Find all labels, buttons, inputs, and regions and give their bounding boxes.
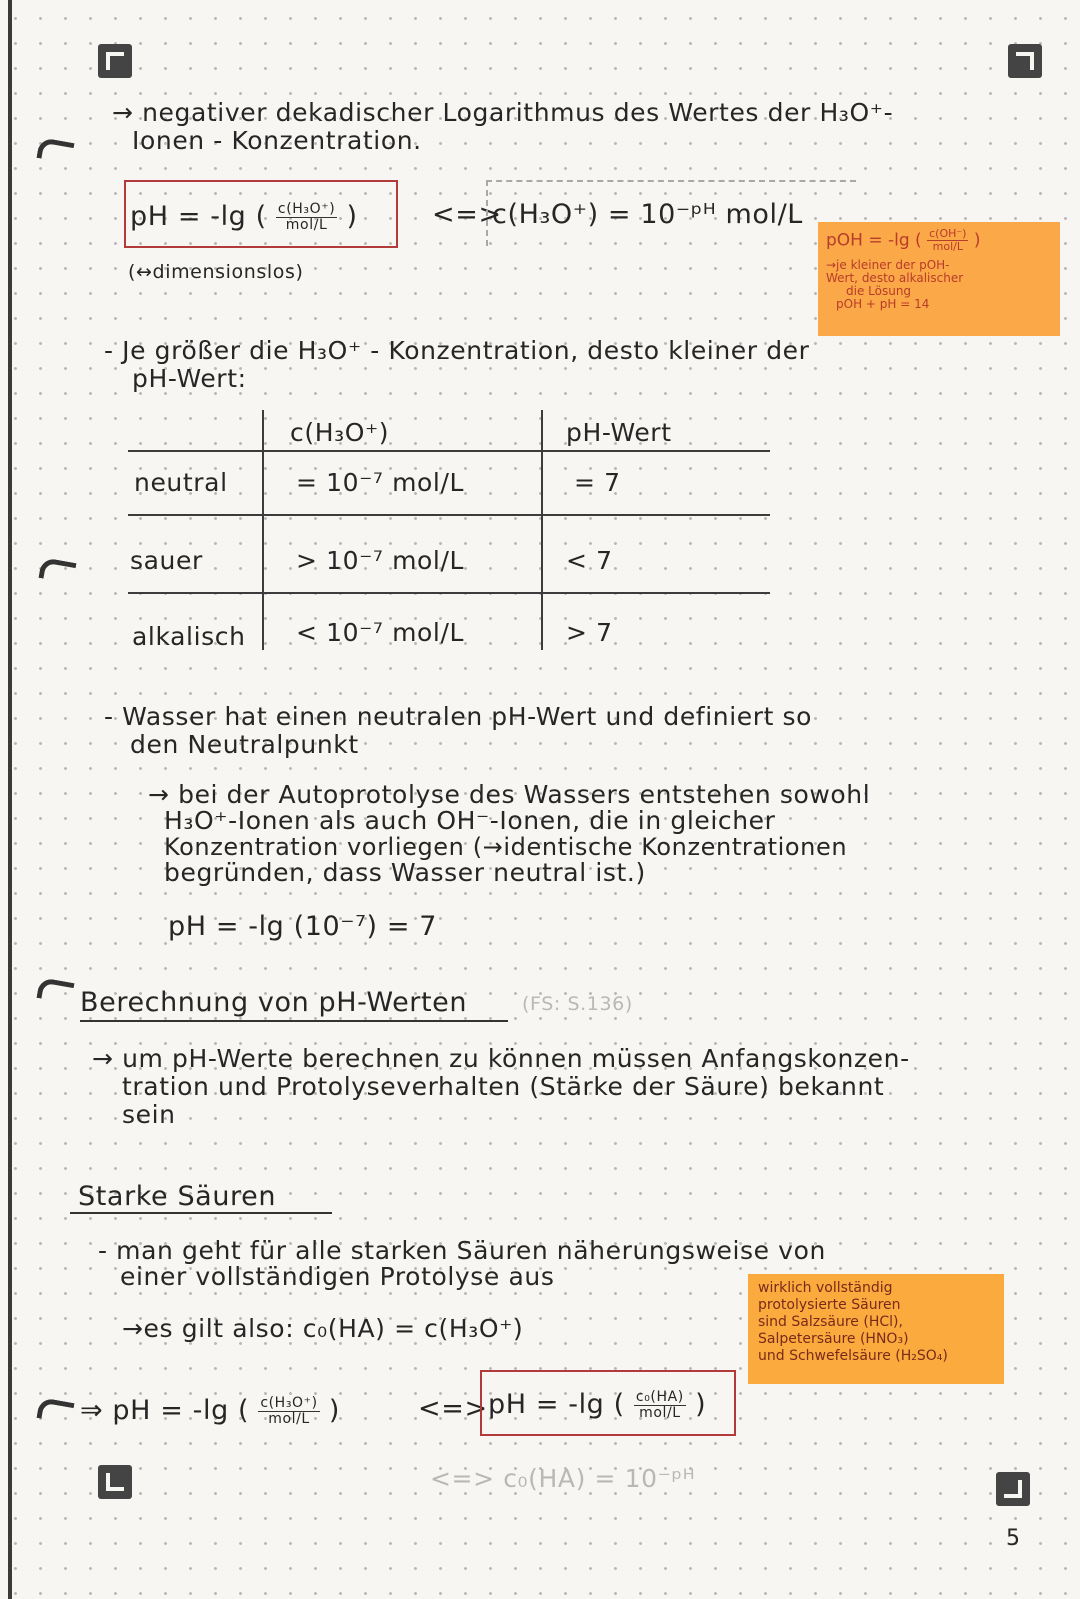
result-formula-numerator: c₀(HA) — [635, 1389, 684, 1405]
intro-line-2: Ionen - Konzentration. — [132, 126, 422, 155]
poh-formula-numerator: c(OH⁻) — [929, 227, 967, 240]
ph-formula-rhs: ) — [346, 201, 358, 232]
calc-line-3: sein — [122, 1100, 176, 1129]
table-divider — [541, 410, 543, 650]
calc-line-2: tration und Protolyseverhalten (Stärke der Säure) bekannt — [122, 1072, 885, 1101]
water-sub-line-4: begründen, dass Wasser neutral ist.) — [164, 858, 646, 887]
section-title-strong-acids: Starke Säuren — [78, 1181, 277, 1212]
strong-formula-rhs: ) — [328, 1395, 341, 1426]
binder-hole-icon — [36, 137, 74, 164]
result-formula-lhs: pH = -lg ( — [488, 1389, 625, 1420]
sticky-note-poh — [818, 222, 1060, 336]
section-title-underline — [70, 1212, 332, 1214]
strong-acid-ph-formula — [80, 1396, 340, 1427]
rule-line-1: - Je größer die H₃O⁺ - Konzentration, desto kleiner der — [104, 336, 810, 365]
equivalence-sign: <=> — [432, 199, 502, 230]
poh-note-line-3: die Lösung — [846, 284, 912, 298]
poh-formula-fraction — [927, 228, 968, 253]
poh-formula-rhs: ) — [973, 230, 981, 251]
table-cell-sauer-ph: < 7 — [566, 546, 613, 575]
dimensionless-note: (↔dimensionslos) — [128, 261, 304, 283]
corner-mark-bottom-right-icon — [996, 1472, 1030, 1506]
table-header-ph: pH-Wert — [566, 418, 672, 447]
strong-formula-denominator: mol/L — [268, 1411, 310, 1427]
strong-formula-lhs: ⇒ pH = -lg ( — [80, 1395, 250, 1426]
result-formula-rhs: ) — [695, 1389, 707, 1420]
table-divider — [262, 410, 264, 650]
calc-line-1: → um pH-Werte berechnen zu können müssen Anfangskonzen- — [92, 1044, 910, 1073]
table-cell-alkalisch-ph: > 7 — [566, 618, 613, 647]
strong-acid-result-box — [480, 1370, 736, 1436]
binder-hole-icon — [38, 557, 76, 584]
table-cell-neutral: neutral — [134, 468, 228, 497]
section-title-calc: Berechnung von pH-Werten — [80, 987, 468, 1018]
acids-note-line-1: wirklich vollständig — [758, 1280, 893, 1296]
water-sub-line-1: → bei der Autoprotolyse des Wassers entstehen sowohl — [148, 780, 871, 809]
result-formula-denominator: mol/L — [639, 1405, 681, 1421]
result-formula-fraction — [634, 1390, 686, 1421]
strong-line-3: →es gilt also: c₀(HA) = c(H₃O⁺) — [122, 1314, 524, 1343]
poh-formula-lhs: pOH = -lg ( — [826, 230, 922, 251]
table-cell-alkalisch: alkalisch — [132, 622, 246, 651]
grey-inverse-formula: <=> c₀(HA) = 10⁻ᵖᴴ — [430, 1464, 696, 1493]
ph-formula-numerator: c(H₃O⁺) — [277, 201, 336, 217]
ph-formula-denominator: mol/L — [285, 217, 328, 233]
poh-note-line-4: pOH + pH = 14 — [836, 297, 930, 311]
water-ph-calc: pH = -lg (10⁻⁷) = 7 — [168, 911, 438, 942]
table-cell-neutral-conc: = 10⁻⁷ mol/L — [296, 468, 465, 497]
acids-note-line-5: und Schwefelsäure (H₂SO₄) — [758, 1348, 948, 1364]
sticky-note-strong-acids — [748, 1274, 1004, 1384]
poh-formula-denominator: mol/L — [932, 240, 963, 253]
strong-line-2: einer vollständigen Protolyse aus — [120, 1262, 555, 1291]
table-cell-neutral-ph: = 7 — [574, 468, 621, 497]
ph-formula-lhs: pH = -lg ( — [130, 201, 267, 232]
ph-formula-fraction — [276, 202, 337, 233]
binder-hole-icon — [36, 977, 74, 1004]
rule-line-2: pH-Wert: — [132, 364, 247, 393]
acids-note-line-4: Salpetersäure (HNO₃) — [758, 1331, 909, 1347]
table-cell-alkalisch-conc: < 10⁻⁷ mol/L — [296, 618, 465, 647]
poh-note-line-1: →je kleiner der pOH- — [826, 258, 950, 272]
water-line-2: den Neutralpunkt — [130, 730, 359, 759]
poh-note-line-2: Wert, desto alkalischer — [826, 271, 964, 285]
section-title-underline — [80, 1020, 508, 1022]
strong-line-1: - man geht für alle starken Säuren näherungsweise von — [98, 1236, 826, 1265]
corner-mark-bottom-left-icon — [98, 1465, 132, 1499]
table-cell-sauer-conc: > 10⁻⁷ mol/L — [296, 546, 465, 575]
corner-mark-top-left-icon — [98, 44, 132, 78]
table-cell-sauer: sauer — [130, 546, 203, 575]
intro-line-1: → negativer dekadischer Logarithmus des Wertes der H₃O⁺- — [112, 98, 894, 127]
section-ref: (FS: S.136) — [522, 993, 633, 1015]
ph-formula-box — [124, 180, 398, 248]
table-divider — [128, 450, 770, 452]
water-sub-line-3: Konzentration vorliegen (→identische Konzentrationen — [164, 833, 848, 861]
water-sub-line-2: H₃O⁺-Ionen als auch OH⁻-Ionen, die in gleicher — [164, 806, 776, 835]
acids-note-line-2: protolysierte Säuren — [758, 1297, 901, 1313]
table-header-concentration: c(H₃O⁺) — [290, 418, 390, 447]
acids-note-line-3: sind Salzsäure (HCl), — [758, 1314, 903, 1330]
water-line-1: - Wasser hat einen neutralen pH-Wert und definiert so — [104, 702, 813, 731]
binder-hole-icon — [36, 1397, 74, 1424]
strong-formula-numerator: c(H₃O⁺) — [260, 1395, 318, 1411]
strong-formula-fraction — [258, 1396, 319, 1427]
page-number: 5 — [1006, 1526, 1021, 1551]
alt-formula: c(H₃O⁺) = 10⁻ᵖᴴ mol/L — [492, 199, 803, 230]
strong-formula-equiv: <=> — [418, 1393, 488, 1424]
corner-mark-top-right-icon — [1008, 44, 1042, 78]
notebook-margin-line — [8, 0, 12, 1599]
table-divider — [128, 514, 770, 516]
table-divider — [128, 592, 770, 594]
